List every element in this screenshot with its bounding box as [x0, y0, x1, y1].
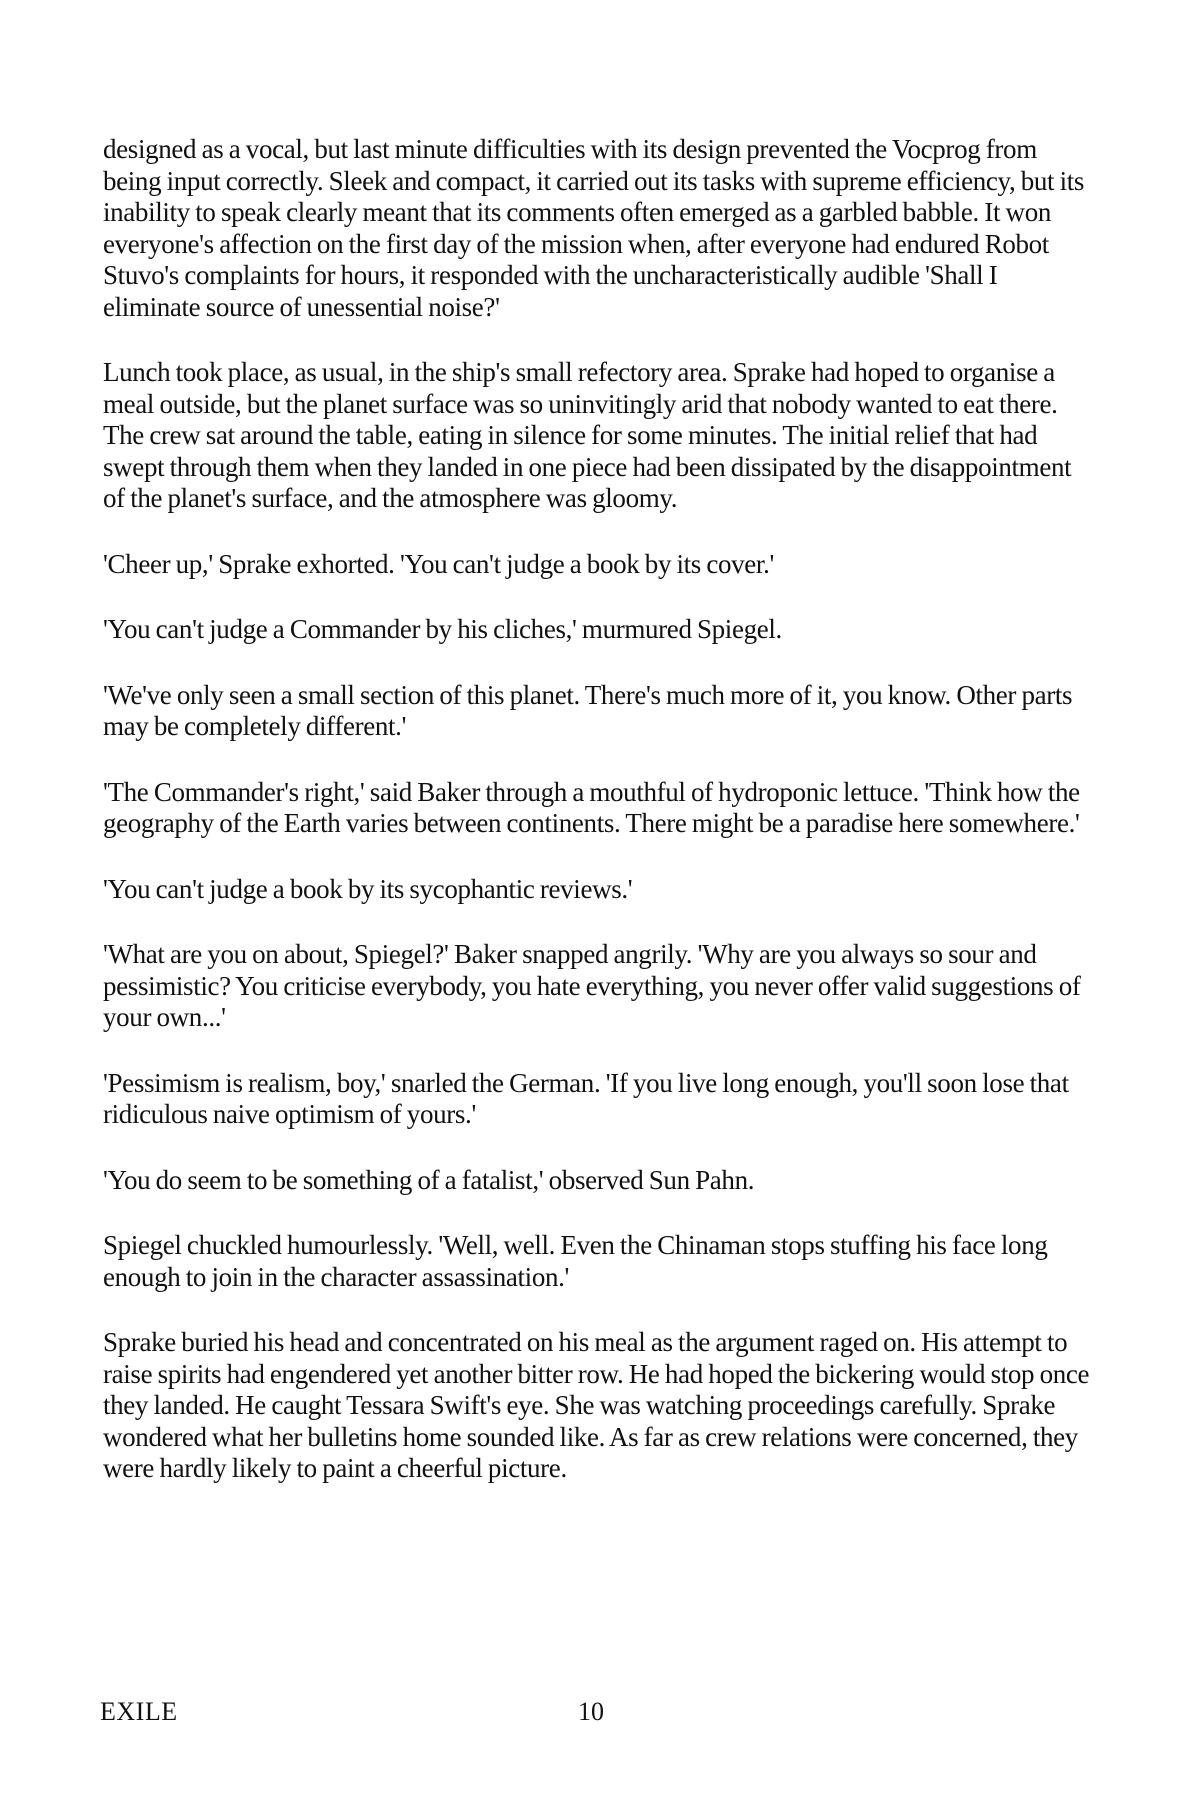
paragraph-10: 'You do seem to be something of a fatalist,' observed Sun Pahn. — [103, 1164, 755, 1195]
paragraph-1: designed as a vocal, but last minute difficulties with its design prevented the Vocprog from being input correctly. Sleek and compact, it carried out its tasks with supreme efficiency, but its inability to speak clearly meant that its comments often emerged as a garbled babble. It won everyone's affection on the first day of the mission when, after everyone had endured Robot Stuvo's complaints for hours, it responded with the uncharacteristically audible 'Shall I eliminate source of unessential noise?' — [103, 134, 1085, 322]
running-footer-title: EXILE — [100, 1697, 178, 1726]
paragraph-3: 'Cheer up,' Sprake exhorted. 'You can't judge a book by its cover.' — [103, 548, 774, 579]
body-text — [103, 134, 1093, 1519]
paragraph-2: Lunch took place, as usual, in the ship's small refectory area. Sprake had hoped to organise a meal outside, but the planet surface was so uninvitingly arid that nobody wanted to eat there. The crew sat around the table, eating in silence for some minutes. The initial relief that had swept through them when they landed in one piece had been dissipated by the disappointment of the planet's surface, and the atmosphere was gloomy. — [103, 357, 1072, 513]
paragraph-8: 'What are you on about, Spiegel?' Baker snapped angrily. 'Why are you always so sour and pessimistic? You criticise everybody, you hate everything, you never offer valid suggestions of your own...' — [103, 939, 1081, 1032]
paragraph-4: 'You can't judge a Commander by his cliches,' murmured Spiegel. — [103, 614, 782, 644]
paragraph-9: 'Pessimism is realism, boy,' snarled the German. 'If you live long enough, you'll soon lose that ridiculous naive optimism of yours.' — [103, 1067, 1069, 1129]
paragraph-11: Spiegel chuckled humourlessly. 'Well, well. Even the Chinaman stops stuffing his face long enough to join in the character assassination.' — [103, 1230, 1048, 1292]
paragraph-6: 'The Commander's right,' said Baker through a mouthful of hydroponic lettuce. 'Think how the geography of the Earth varies between continents. There might be a paradise here somewhere.' — [103, 776, 1080, 838]
paragraph-7: 'You can't judge a book by its sycophantic reviews.' — [103, 873, 633, 904]
page-number: 10 — [578, 1697, 604, 1726]
paragraph-5: 'We've only seen a small section of this planet. There's much more of it, you know. Other parts may be completely different.' — [103, 679, 1073, 741]
paragraph-12: Sprake buried his head and concentrated on his meal as the argument raged on. His attempt to raise spirits had engendered yet another bitter row. He had hoped the bickering would stop once they landed. He caught Tessara Swift's eye. She was watching proceedings carefully. Sprake wondered what her bulletins home sounded like. As far as crew relations were concerned, they were hardly likely to paint a cheerful picture. — [103, 1327, 1090, 1483]
